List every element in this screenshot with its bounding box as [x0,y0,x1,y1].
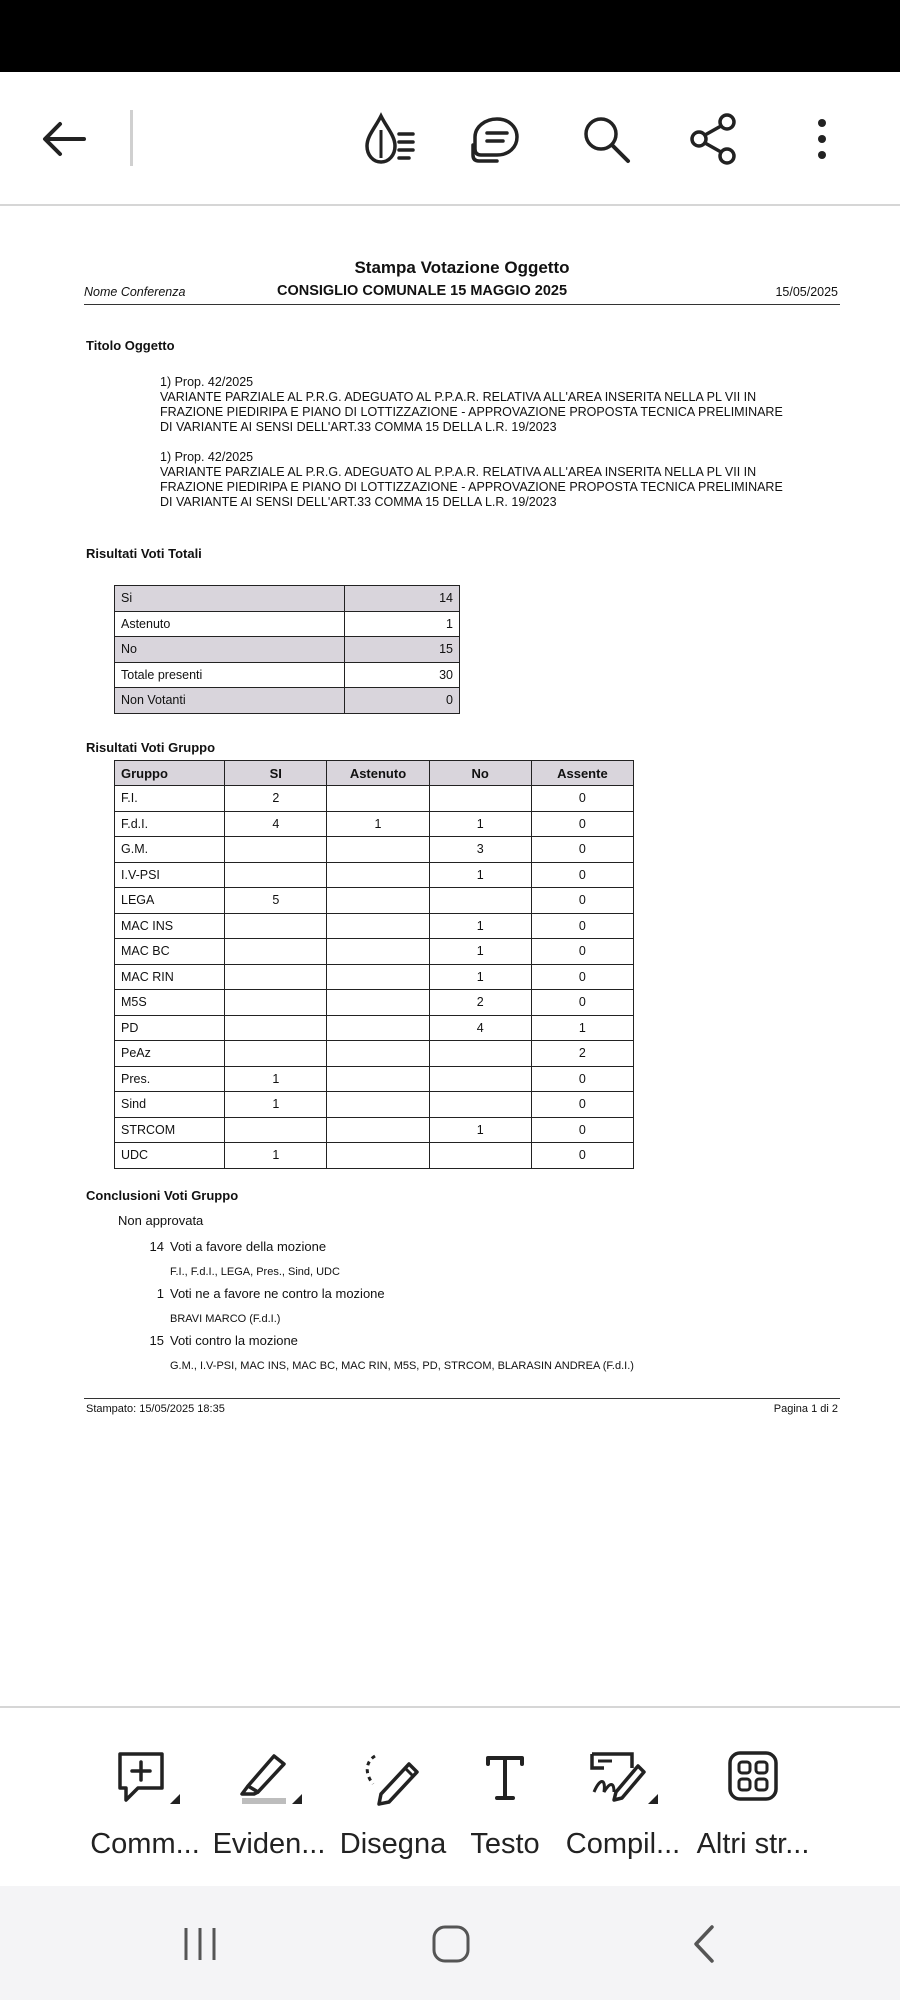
text-icon [480,1748,530,1808]
back-arrow-icon [40,119,88,159]
vote-cell [225,1041,327,1067]
vote-cell [327,786,429,812]
highlight-icon [234,1748,304,1808]
conclusion-row [134,1286,834,1301]
vote-cell: 0 [531,888,633,914]
vote-cell: 1 [225,1066,327,1092]
document-header [84,283,840,305]
table-row [115,1041,634,1067]
back-button[interactable] [30,105,98,173]
home-icon [430,1923,472,1965]
table-row [115,837,634,863]
fill-sign-icon [586,1748,660,1808]
search-icon [580,113,632,165]
more-tools-icon [725,1748,781,1804]
totals-table [114,585,460,714]
vote-cell: 0 [531,1117,633,1143]
vote-cell [429,1041,531,1067]
vote-cell [327,939,429,965]
highlight-tool-button[interactable] [210,1708,328,1888]
table-row [115,786,634,812]
vote-cell [429,1066,531,1092]
table-row [115,1092,634,1118]
table-row [115,913,634,939]
column-header: No [429,761,531,786]
vote-cell [225,964,327,990]
group-name-cell: Pres. [115,1066,225,1092]
group-name-cell: UDC [115,1143,225,1169]
print-timestamp: Stampato: 15/05/2025 18:35 [86,1403,225,1415]
group-name-cell: PeAz [115,1041,225,1067]
vote-cell [225,837,327,863]
vote-description: Voti contro la mozione [170,1333,298,1348]
table-header-row [115,761,634,786]
vote-cell [327,913,429,939]
object-line: DI VARIANTE AI SENSI DELL'ART.33 COMMA 15 DELLA L.R. 19/2023 [160,420,557,434]
vote-cell [429,888,531,914]
vote-count: 14 [149,1239,164,1254]
table-row [115,1143,634,1169]
annotation-toolbar [0,1706,900,1886]
tool-label: Disegna [339,1828,447,1860]
vote-cell: 0 [531,964,633,990]
vote-cell [327,888,429,914]
footer-divider [84,1398,840,1399]
vote-cell: 0 [531,1066,633,1092]
system-nav-bar [0,1886,900,2000]
table-row [115,862,634,888]
more-options-button[interactable] [788,105,856,173]
more-tools-button[interactable] [688,1708,818,1888]
vote-names: G.M., I.V-PSI, MAC INS, MAC BC, MAC RIN, M5S, PD, STRCOM, BLARASIN ANDREA (F.d.I.) [170,1360,634,1372]
vote-cell [327,1117,429,1143]
vote-cell [327,862,429,888]
total-value: 0 [345,688,460,714]
recent-apps-button[interactable] [165,1916,235,1972]
vote-cell [327,837,429,863]
vote-description: Voti a favore della mozione [170,1239,327,1254]
conclusions-section-title: Conclusioni Voti Gruppo [86,1188,239,1203]
vote-cell: 3 [429,837,531,863]
column-header: SI [225,761,327,786]
total-value: 15 [345,637,460,663]
tool-label: Compil... [565,1828,681,1860]
object-number: 1) Prop. 42/2025 [160,450,254,464]
vote-cell: 0 [531,862,633,888]
vote-names: BRAVI MARCO (F.d.I.) [170,1313,281,1325]
toolbar-divider [130,110,133,166]
tool-label: Testo [470,1828,540,1860]
object-block [160,375,840,435]
liquid-mode-icon [361,110,419,168]
totals-section-title: Risultati Voti Totali [86,546,202,561]
share-button[interactable] [680,105,748,173]
document-date: 15/05/2025 [775,285,838,299]
chevron-left-icon [688,1923,718,1965]
group-name-cell: MAC BC [115,939,225,965]
vote-cell [225,990,327,1016]
group-name-cell: F.I. [115,786,225,812]
column-header: Gruppo [115,761,225,786]
total-label: Non Votanti [115,688,345,714]
comment-add-icon [110,1748,180,1808]
comments-icon [467,111,523,167]
groups-table [114,760,634,1169]
fill-sign-tool-button[interactable] [558,1708,688,1888]
object-line: VARIANTE PARZIALE AL P.R.G. ADEGUATO AL P.P.A.R. RELATIVA ALL'AREA INSERITA NELLA PL VII IN [160,465,757,479]
vote-cell [225,862,327,888]
group-name-cell: LEGA [115,888,225,914]
table-row [115,939,634,965]
column-header: Assente [531,761,633,786]
table-row [115,586,460,612]
group-name-cell: MAC RIN [115,964,225,990]
more-vertical-icon [812,115,832,163]
object-line: DI VARIANTE AI SENSI DELL'ART.33 COMMA 15 DELLA L.R. 19/2023 [160,495,557,509]
table-row [115,1066,634,1092]
vote-cell: 2 [531,1041,633,1067]
group-name-cell: F.d.I. [115,811,225,837]
group-name-cell: MAC INS [115,913,225,939]
vote-cell: 1 [531,1015,633,1041]
table-row [115,990,634,1016]
vote-cell: 1 [429,939,531,965]
vote-cell [327,1092,429,1118]
table-row [115,964,634,990]
vote-cell: 0 [531,913,633,939]
table-row [115,1015,634,1041]
object-line: FRAZIONE PIEDIRIPA E PIANO DI LOTTIZZAZIONE - APPROVAZIONE PROPOSTA TECNICA PRELIMINARE [160,405,783,419]
vote-description: Voti ne a favore ne contro la mozione [170,1286,385,1301]
total-label: No [115,637,345,663]
object-block [160,450,840,510]
search-button[interactable] [572,105,640,173]
group-name-cell: G.M. [115,837,225,863]
conference-name: CONSIGLIO COMUNALE 15 MAGGIO 2025 [276,283,568,299]
vote-cell: 2 [225,786,327,812]
vote-cell [225,939,327,965]
vote-cell: 1 [429,862,531,888]
vote-cell: 1 [429,913,531,939]
table-row [115,811,634,837]
vote-cell [429,1143,531,1169]
vote-cell: 1 [225,1092,327,1118]
system-back-button[interactable] [668,1916,738,1972]
table-row [115,662,460,688]
vote-cell [327,964,429,990]
table-row [115,611,460,637]
document-page [84,248,840,1448]
group-name-cell: I.V-PSI [115,862,225,888]
groups-section-title: Risultati Voti Gruppo [86,740,216,755]
vote-cell: 0 [531,990,633,1016]
vote-cell: 1 [327,811,429,837]
page-number: Pagina 1 di 2 [773,1403,838,1415]
comment-tool-button[interactable] [80,1708,210,1888]
total-label: Astenuto [115,611,345,637]
vote-cell [225,1117,327,1143]
vote-count: 1 [156,1286,164,1301]
vote-cell [327,1143,429,1169]
draw-icon [363,1748,423,1808]
group-name-cell: PD [115,1015,225,1041]
object-section-title: Titolo Oggetto [86,338,175,353]
vote-cell: 0 [531,786,633,812]
group-name-cell: M5S [115,990,225,1016]
conclusion-row [134,1333,834,1348]
vote-cell [225,1015,327,1041]
draw-tool-button[interactable] [334,1708,452,1888]
comments-button[interactable] [461,105,529,173]
document-viewer[interactable] [0,208,900,1706]
vote-cell: 0 [531,837,633,863]
object-number: 1) Prop. 42/2025 [160,375,254,389]
vote-cell [225,913,327,939]
group-name-cell: Sind [115,1092,225,1118]
object-line: FRAZIONE PIEDIRIPA E PIANO DI LOTTIZZAZIONE - APPROVAZIONE PROPOSTA TECNICA PRELIMINARE [160,480,783,494]
table-row [115,688,460,714]
vote-cell: 0 [531,939,633,965]
vote-cell: 1 [225,1143,327,1169]
tool-label: Eviden... [212,1828,326,1860]
vote-cell [327,1041,429,1067]
vote-cell [429,786,531,812]
total-value: 30 [345,662,460,688]
table-row [115,637,460,663]
object-line: VARIANTE PARZIALE AL P.R.G. ADEGUATO AL P.P.A.R. RELATIVA ALL'AREA INSERITA NELLA PL VII IN [160,390,757,404]
conference-label: Nome Conferenza [84,285,186,299]
total-label: Si [115,586,345,612]
vote-cell: 1 [429,811,531,837]
status-bar [0,0,900,72]
vote-cell: 0 [531,1143,633,1169]
tool-label: Altri str... [696,1828,810,1860]
liquid-mode-button[interactable] [356,105,424,173]
total-value: 1 [345,611,460,637]
tool-label: Comm... [90,1828,200,1860]
vote-cell: 1 [429,1117,531,1143]
text-tool-button[interactable] [452,1708,558,1888]
vote-cell: 4 [225,811,327,837]
vote-cell [327,1015,429,1041]
vote-cell: 4 [429,1015,531,1041]
top-toolbar [0,72,900,206]
document-title: Stampa Votazione Oggetto [354,258,570,277]
conclusion-status: Non approvata [118,1213,204,1228]
column-header: Astenuto [327,761,429,786]
group-name-cell: STRCOM [115,1117,225,1143]
total-value: 14 [345,586,460,612]
share-icon [687,112,741,166]
vote-cell [327,1066,429,1092]
home-button[interactable] [416,1916,486,1972]
groups-table-body [115,786,634,1169]
recent-apps-icon [180,1924,220,1964]
table-row [115,1117,634,1143]
vote-cell: 0 [531,811,633,837]
vote-cell: 1 [429,964,531,990]
vote-cell [429,1092,531,1118]
vote-cell [327,990,429,1016]
total-label: Totale presenti [115,662,345,688]
vote-cell: 5 [225,888,327,914]
vote-cell: 2 [429,990,531,1016]
vote-names: F.I., F.d.I., LEGA, Pres., Sind, UDC [170,1266,340,1278]
vote-cell: 0 [531,1092,633,1118]
conclusion-row [134,1239,834,1254]
table-row [115,888,634,914]
vote-count: 15 [149,1333,164,1348]
